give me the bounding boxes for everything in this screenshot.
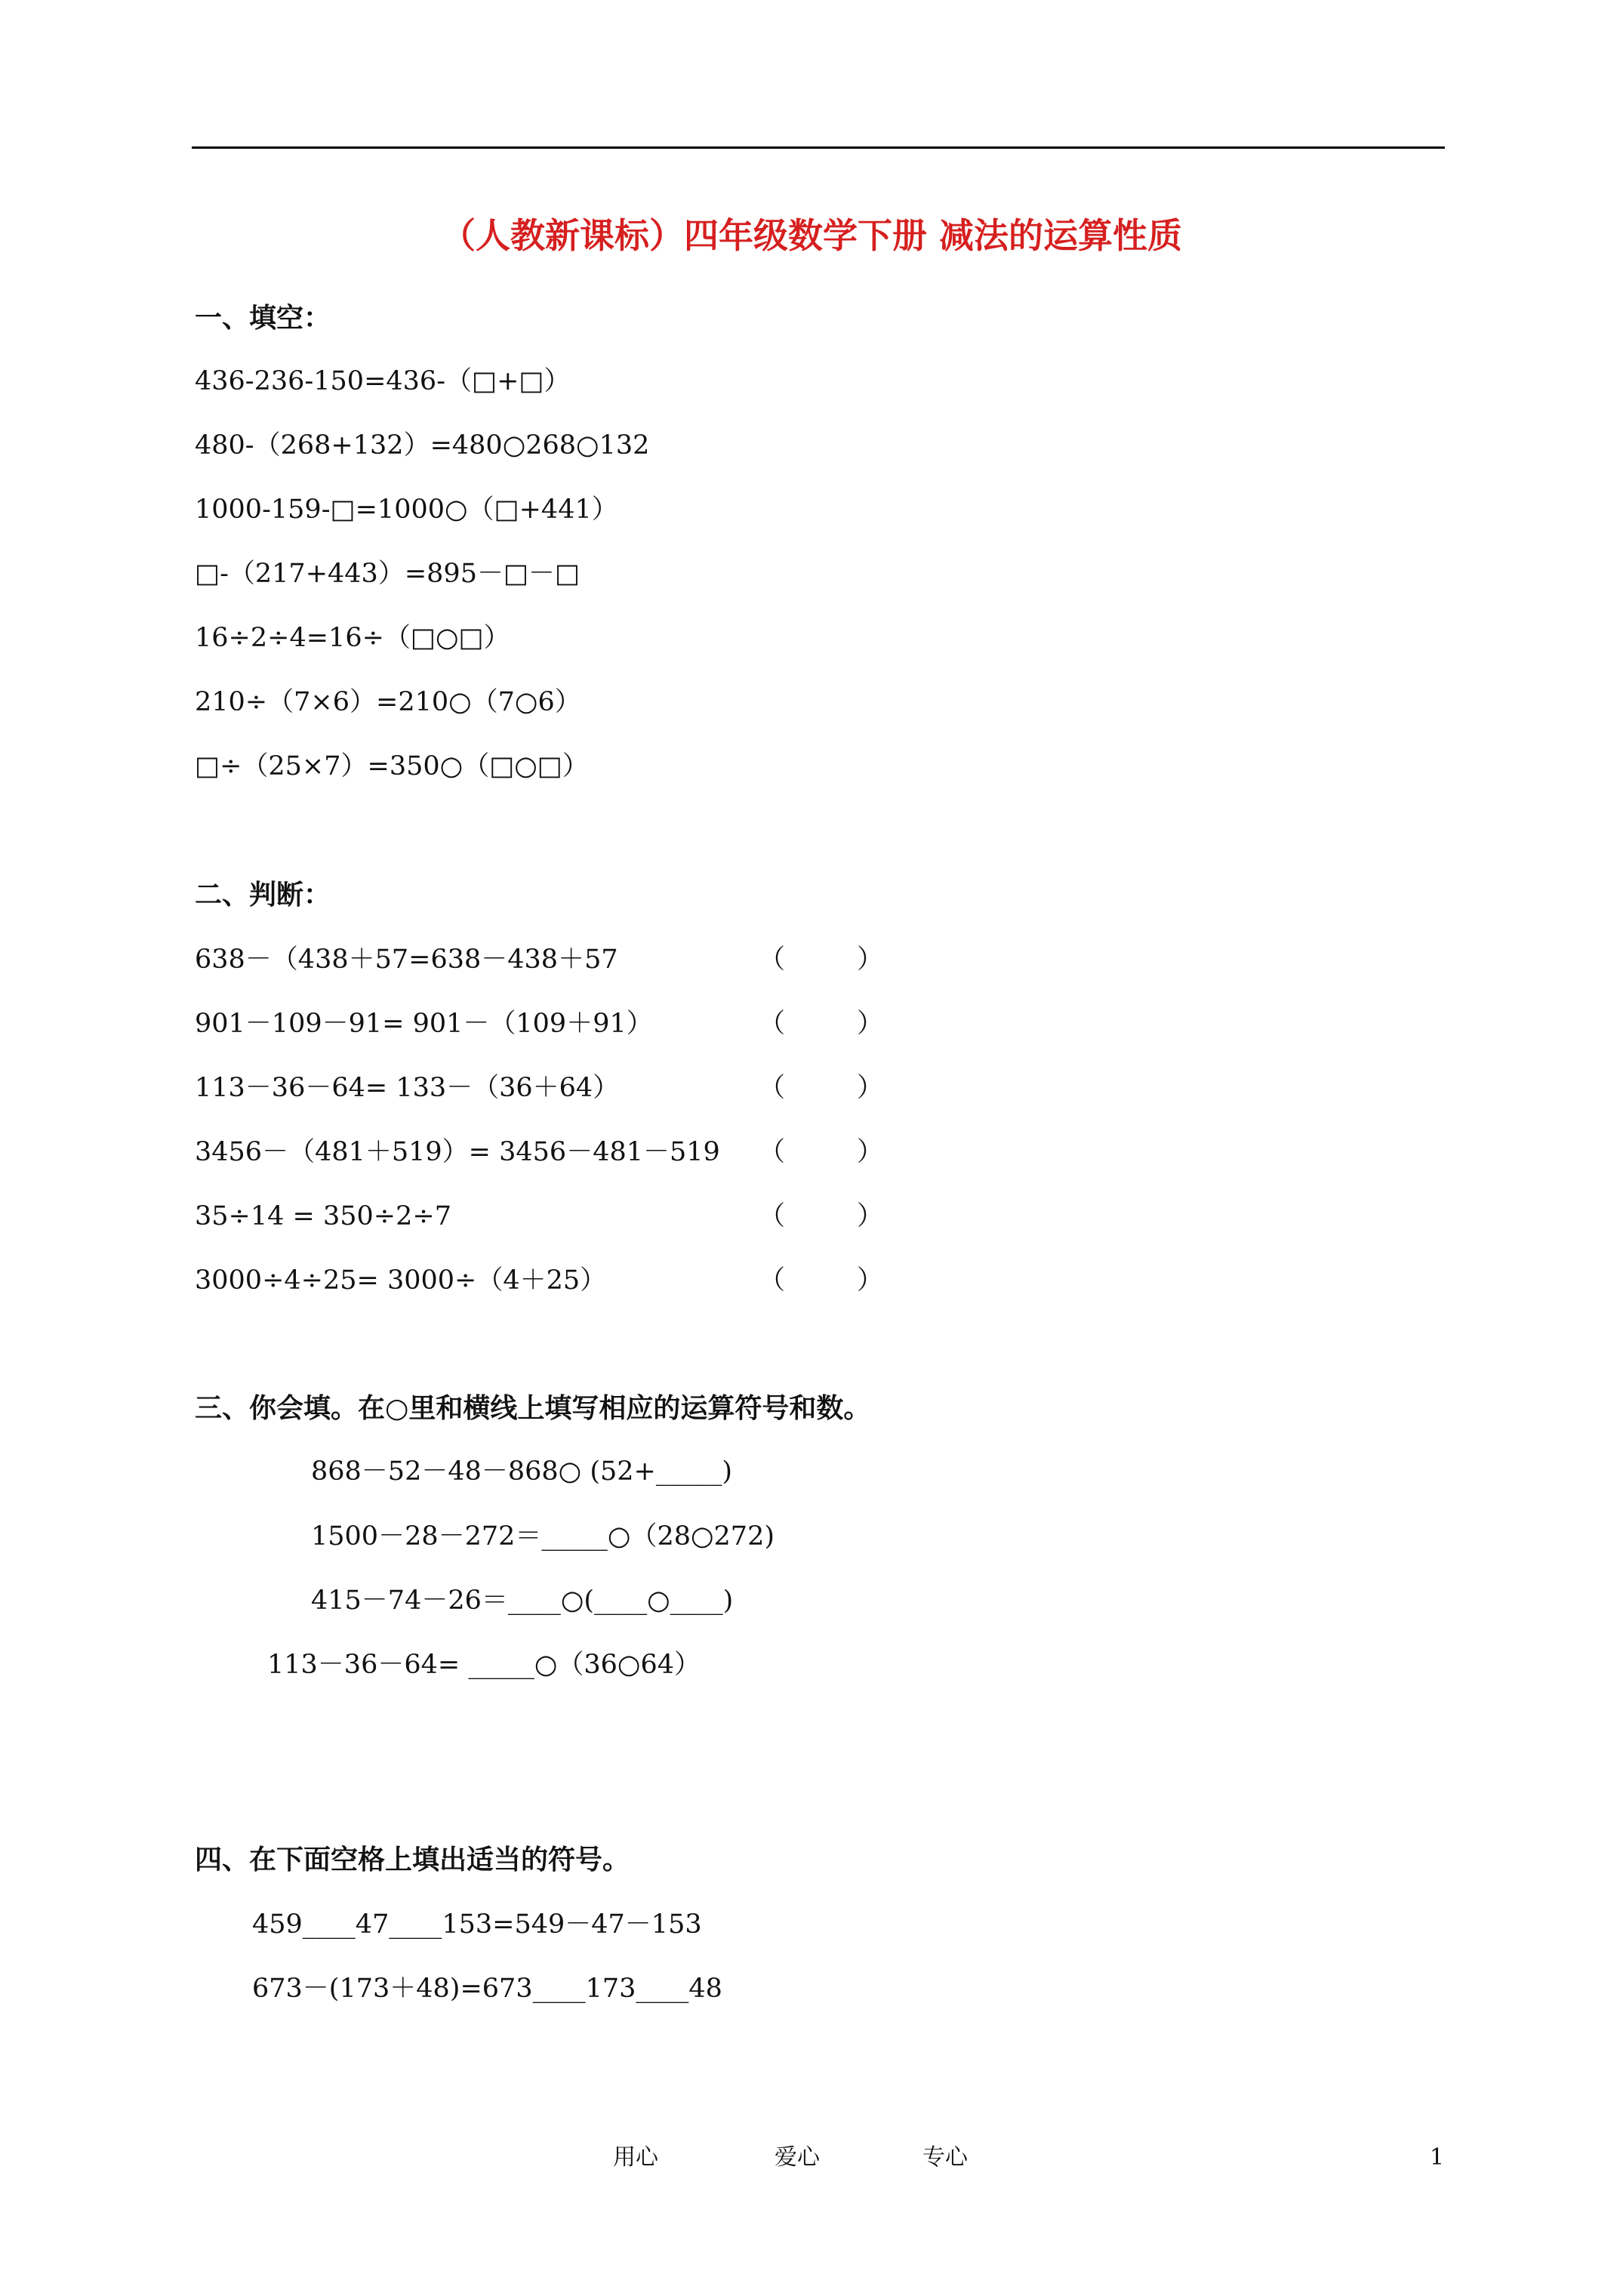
answer-paren-6: （ ） xyxy=(759,1265,884,1296)
fill-item-2: 480-（268+132）=480○268○132 xyxy=(195,430,650,461)
judge-item-3: 113－36－64= 133－（36＋64） xyxy=(195,1073,620,1103)
section-2-heading: 二、判断： xyxy=(195,879,331,911)
footer-middle-text: 爱心 xyxy=(775,2144,820,2171)
answer-paren-2: （ ） xyxy=(759,1009,884,1039)
footer-left-text: 用心 xyxy=(613,2144,658,2171)
header-rule xyxy=(192,146,1445,149)
fill-item-4: □-（217+443）=895－□－□ xyxy=(195,559,581,589)
document-title: （人教新课标）四年级数学下册 减法的运算性质 xyxy=(440,215,1182,256)
judge-item-5: 35÷14 = 350÷2÷7 xyxy=(195,1201,451,1231)
judge-item-6: 3000÷4÷25= 3000÷（4＋25） xyxy=(195,1265,607,1296)
fill-op-item-3: 415－74－26＝____○(____○____) xyxy=(311,1586,734,1616)
fill-op-item-2: 1500－28－272＝_____○（28○272) xyxy=(311,1521,775,1552)
symbol-item-1: 459____47____153=549－47－153 xyxy=(252,1909,702,1940)
footer-right-text: 专心 xyxy=(922,2144,968,2171)
fill-item-3: 1000-159-□=1000○（□+441） xyxy=(195,495,618,525)
answer-paren-5: （ ） xyxy=(759,1201,884,1231)
section-1-heading: 一、填空： xyxy=(195,302,331,334)
judge-item-4: 3456－（481＋519）= 3456－481－519 xyxy=(195,1137,720,1167)
fill-op-item-1: 868－52－48－868○ (52+_____) xyxy=(311,1456,733,1487)
fill-item-7: □÷（25×7）=350○（□○□） xyxy=(195,751,589,781)
section-3-heading: 三、你会填。在○里和横线上填写相应的运算符号和数。 xyxy=(195,1392,871,1424)
fill-item-5: 16÷2÷4=16÷（□○□） xyxy=(195,623,510,653)
page-number: 1 xyxy=(1430,2144,1445,2171)
answer-paren-4: （ ） xyxy=(759,1137,884,1167)
judge-item-1: 638－（438＋57=638－438＋57 xyxy=(195,945,618,975)
fill-item-6: 210÷（7×6）=210○（7○6） xyxy=(195,687,581,717)
fill-item-1: 436-236-150=436-（□+□） xyxy=(195,366,571,396)
judge-item-2: 901－109－91= 901－（109＋91） xyxy=(195,1009,653,1039)
answer-paren-1: （ ） xyxy=(759,945,884,975)
answer-paren-3: （ ） xyxy=(759,1073,884,1103)
section-4-heading: 四、在下面空格上填出适当的符号。 xyxy=(195,1844,630,1875)
fill-op-item-4: 113－36－64= _____○（36○64） xyxy=(267,1650,701,1680)
symbol-item-2: 673－(173＋48)=673____173____48 xyxy=(252,1974,722,2004)
